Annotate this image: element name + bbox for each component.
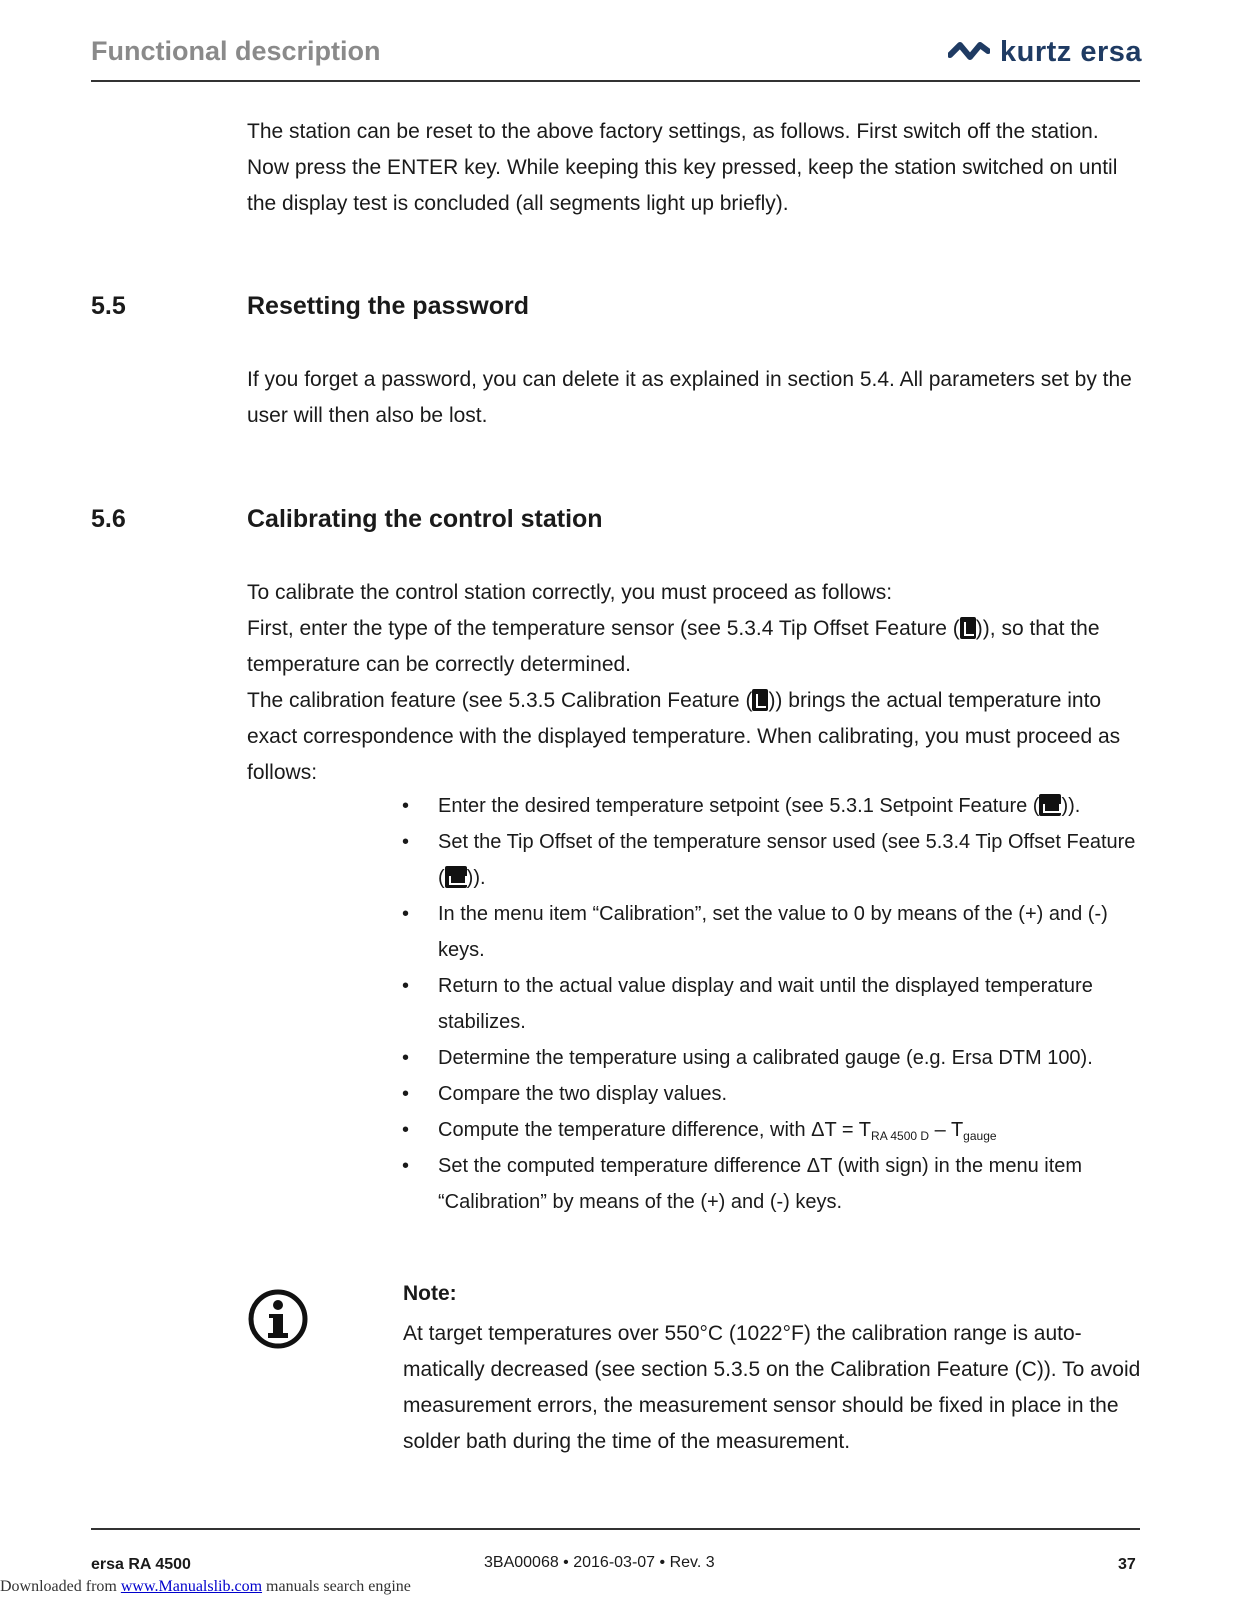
section-title-5-6: Calibrating the control station [247,505,603,533]
list-item: • Return to the actual value display and wait until the displayed temperature stabilizes. [400,968,1140,1040]
setpoint-symbol-icon [1039,794,1061,816]
page-header-title: Functional description [91,36,381,66]
sensor-type-line: First, enter the type of the temperature sensor (see 5.3.4 Tip Offset Feature ( )), so that the temperature can be correctly determined. [247,617,1100,676]
calibration-symbol-icon [752,689,768,711]
download-notice: Downloaded from www.Manualslib.com manuals search engine [0,1578,411,1595]
list-item: • Enter the desired temperature setpoint (see 5.3.1 Setpoint Feature ( )). [400,788,1140,824]
calibrate-intro-line: To calibrate the control station correctly, you must proceed as follows: [247,581,893,604]
footer-product: ersa RA 4500 [91,1556,191,1573]
calibration-steps-list [400,788,1140,1220]
tip-offset-symbol-icon [960,617,976,639]
section-number-5-6: 5.6 [91,505,126,533]
logo-text: kurtz ersa [1000,35,1143,68]
list-item: • Compare the two display values. [400,1076,1140,1112]
calibration-feature-line: The calibration feature (see 5.3.5 Calibration Feature ( )) brings the actual temperature into exact correspondence with the displayed temperature. When calibrating, you must proceed as follows: [247,689,1121,784]
section-number-5-5: 5.5 [91,292,126,320]
footer-divider [91,1528,1140,1530]
list-item: • Determine the temperature using a calibrated gauge (e.g. Ersa DTM 100). [400,1040,1140,1076]
section-title-5-5: Resetting the password [247,292,529,320]
section-5-5-body: If you forget a password, you can delete it as explained in section 5.4. All parameters set by the user will then also be lost. [247,368,1132,427]
list-item: • Compute the temperature difference, with $\Delta T = T_{RA 4500 D} - T_{gauge}$ [400,1112,1140,1148]
logo-mark-icon [948,37,990,67]
footer-document-id: 3BA00068 • 2016-03-07 • Rev. 3 [484,1554,715,1571]
intro-paragraph: The station can be reset to the above factory settings, as follows. First switch off the station. Now press the ENTER key. While keeping this key pressed, keep the station switched on until the display test is concluded (all segments light up briefly). [247,120,1118,215]
info-icon [247,1288,309,1350]
list-item: • Set the Tip Offset of the temperature sensor used (see 5.3.4 Tip Offset Feature ( )). [400,824,1140,896]
list-item: • In the menu item “Calibration”, set the value to 0 by means of the (+) and (-) keys. [400,896,1140,968]
note-title: Note: [403,1282,457,1305]
manualslib-link[interactable]: www.Manualslib.com [120,1578,263,1595]
tip-offset-symbol-icon [445,866,467,888]
list-item: • Set the computed temperature difference ΔT (with sign) in the menu item “Calibration” by means of the (+) and (-) keys. [400,1148,1140,1220]
page-number: 37 [1118,1556,1136,1573]
brand-logo [948,34,1142,70]
note-body: At target temperatures over 550°C (1022°F) the calibration range is automatically decreased (see section 5.3.5 on the Calibration Feature (C)). To avoid measurement errors, the measurement sensor should be fixed in place in the solder bath during the time of the measurement. [403,1322,1141,1453]
section-5-6-body [247,575,1142,791]
header-divider [91,80,1140,82]
